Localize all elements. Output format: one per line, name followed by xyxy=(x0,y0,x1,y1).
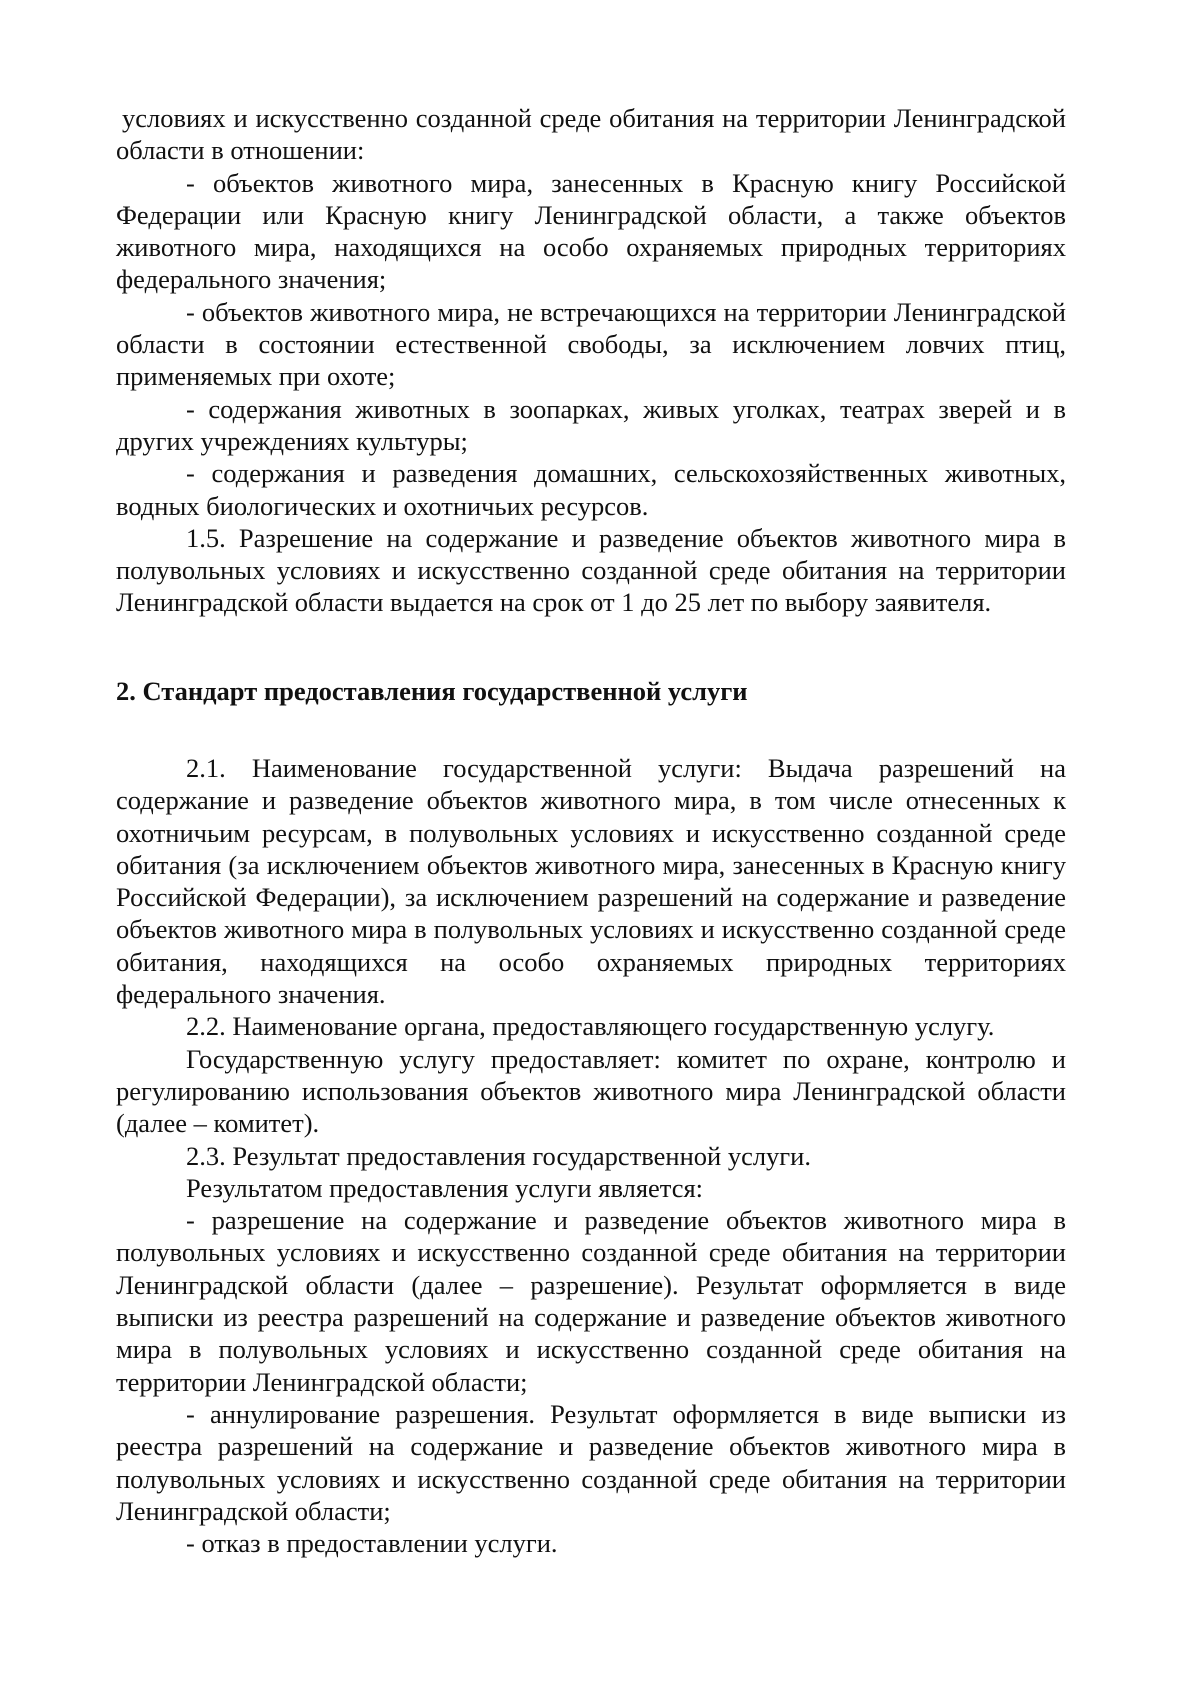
paragraph-2-2: 2.2. Наименование органа, предоставляющего государственную услугу. xyxy=(186,1011,995,1042)
list-item-non-native: - объектов животного мира, не встречающихся на территории Ленинградской области в состоянии естественной свободы, за исключением ловчих птиц, применяемых при охоте; xyxy=(116,296,1066,392)
section-2-heading: 2. Стандарт предоставления государственной услуги xyxy=(116,676,748,706)
list-item-red-book: - объектов животного мира, занесенных в Красную книгу Российской Федерации или Красную книгу Ленинградской области, а также объектов животного мира, находящихся на особо охраняемых природных территориях федерального значения; xyxy=(116,167,1066,295)
list-item-domestic: - содержания и разведения домашних, сельскохозяйственных животных, водных биологических и охотничьих ресурсов. xyxy=(116,458,1066,521)
paragraph-2-1: 2.1. Наименование государственной услуги: Выдача разрешений на содержание и разведение объектов животного мира, в том числе отнесенных к охотничьим ресурсам, в полувольных условиях и искусственно созданной среде обитания (за исключением объектов животного мира, занесенных в Красную книгу Российской Федерации), за исключением разрешений на содержание и разведение объектов животного мира в полувольных условиях и искусственно созданной среде обитания, находящихся на особо охраняемых природных территориях федерального значения. xyxy=(116,753,1066,1010)
section-2-body xyxy=(116,752,1066,1559)
list-item-annulment: - аннулирование разрешения. Результат оформляется в виде выписки из реестра разрешений на содержание и разведение объектов животного мира в полувольных условиях и искусственно созданной среде обитания на территории Ленинградской области; xyxy=(116,1398,1066,1526)
paragraph-conditions-intro: условиях и искусственно созданной среде обитания на территории Ленинградской области в отношении: xyxy=(116,103,1066,166)
paragraph-1-5: 1.5. Разрешение на содержание и разведение объектов животного мира в полувольных условиях и искусственно созданной среде обитания на территории Ленинградской области выдается на срок от 1 до 25 лет по выбору заявителя. xyxy=(116,522,1066,618)
paragraph-result-intro: Результатом предоставления услуги является: xyxy=(186,1172,704,1203)
section-1-continuation xyxy=(116,102,1066,619)
paragraph-2-3: 2.3. Результат предоставления государственной услуги. xyxy=(186,1140,811,1171)
list-item-refusal: - отказ в предоставлении услуги. xyxy=(186,1528,558,1559)
list-item-zoos: - содержания животных в зоопарках, живых уголках, театрах зверей и в других учреждениях культуры; xyxy=(116,393,1066,456)
paragraph-provider: Государственную услугу предоставляет: комитет по охране, контролю и регулированию использования объектов животного мира Ленинградской области (далее – комитет). xyxy=(116,1043,1066,1139)
list-item-permit: - разрешение на содержание и разведение объектов животного мира в полувольных условиях и искусственно созданной среде обитания на территории Ленинградской области (далее – разрешение). Результат оформляется в виде выписки из реестра разрешений на содержание и разведение объектов животного мира в полувольных условиях и искусственно созданной среде обитания на территории Ленинградской области; xyxy=(116,1205,1066,1397)
